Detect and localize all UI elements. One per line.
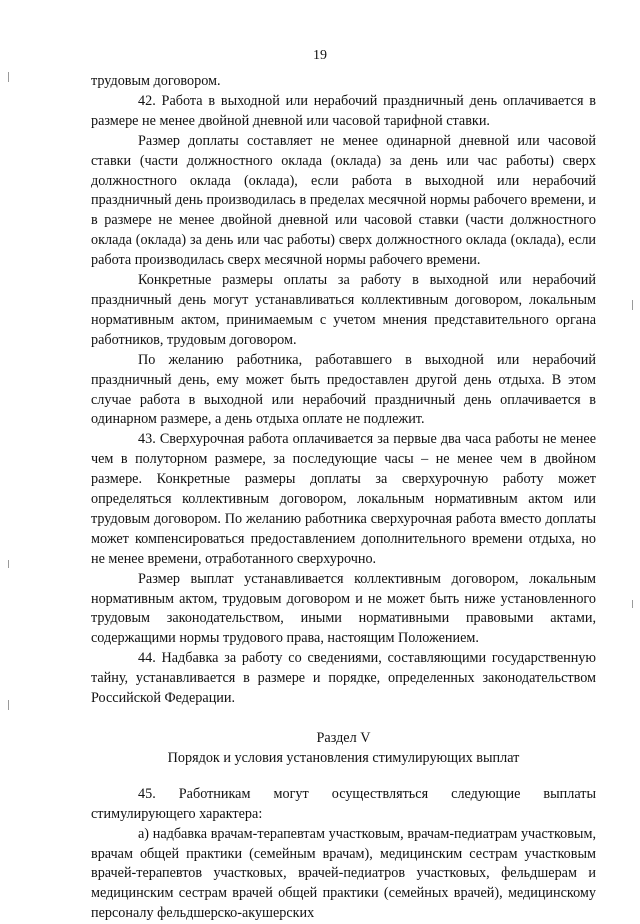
page-number: 19 xyxy=(313,48,327,63)
paragraph: 43. Сверхурочная работа оплачивается за первые два часа работы не менее чем в полуторном размере, за последующие часы – не менее чем в двойном размере. Конкретные размеры доплаты за сверхурочную работу может определяться коллективным договором, локальным нормативным актом или трудовым договором. По желанию работника сверхурочная работа вместо доплаты может компенсироваться предоставлением дополнительного времени отдыха, но не менее времени, отработанного сверхурочно. xyxy=(91,431,596,567)
paragraph: 42. Работа в выходной или нерабочий праздничный день оплачивается в размере не менее двойной дневной или часовой тарифной ставки. xyxy=(91,92,596,129)
scan-edge-mark xyxy=(8,700,9,710)
paragraph: трудовым договором. xyxy=(91,73,221,89)
paragraph: Размер выплат устанавливается коллективным договором, локальным нормативным актом, трудовым договором и не может быть ниже установленного трудовым законодательством, иными нормативными правовыми актами, содержащими нормы трудового права, настоящим Положением. xyxy=(91,570,596,647)
section-title: Порядок и условия установления стимулирующих выплат xyxy=(167,749,520,766)
paragraph: а) надбавка врачам-терапевтам участковым, врачам-педиатрам участковым, врачам общей практики (семейным врачам), медицинским сестрам участковым врачей-терапевтов участковых, врачей-педиатров участковых, фельдшерам и медицинским сестрам врачей общей практики (семейных врачей), медицинскому персоналу фельдшерско-акушерских xyxy=(91,825,596,922)
paragraph: Размер доплаты составляет не менее одинарной дневной или часовой ставки (части должностного оклада (оклада) за день или час работы) сверх должностного оклада (оклада), если работа в выходной или нерабочий праздничный день производилась в пределах месячной нормы рабочего времени, и в размере не менее двойной дневной или часовой ставки (части должностного оклада (оклада) за день или час работы) сверх должностного оклада (оклада), если работа производилась сверх месячной нормы рабочего времени. xyxy=(91,132,596,269)
scan-edge-mark xyxy=(8,560,9,568)
scan-edge-mark xyxy=(8,72,9,82)
scan-edge-mark xyxy=(632,300,633,310)
paragraph: Конкретные размеры оплаты за работу в выходной или нерабочий праздничный день могут устанавливаться коллективным договором, локальным нормативным актом, принимаемым с учетом мнения представительного органа работников, трудовым договором. xyxy=(91,272,596,348)
document-body xyxy=(91,72,596,924)
paragraph: 44. Надбавка за работу со сведениями, составляющими государственную тайну, устанавливается в размере и порядке, определенных законодательством Российской Федерации. xyxy=(91,650,596,707)
section-label: Раздел V xyxy=(316,730,371,746)
paragraph: 45. Работникам могут осуществляться следующие выплаты стимулирующего характера: xyxy=(91,785,596,822)
paragraph: По желанию работника, работавшего в выходной или нерабочий праздничный день, ему может быть предоставлен другой день отдыха. В этом случае работа в выходной или нерабочий праздничный день оплачивается в одинарном размере, а день отдыха оплате не подлежит. xyxy=(91,351,596,428)
scan-edge-mark xyxy=(632,600,633,608)
